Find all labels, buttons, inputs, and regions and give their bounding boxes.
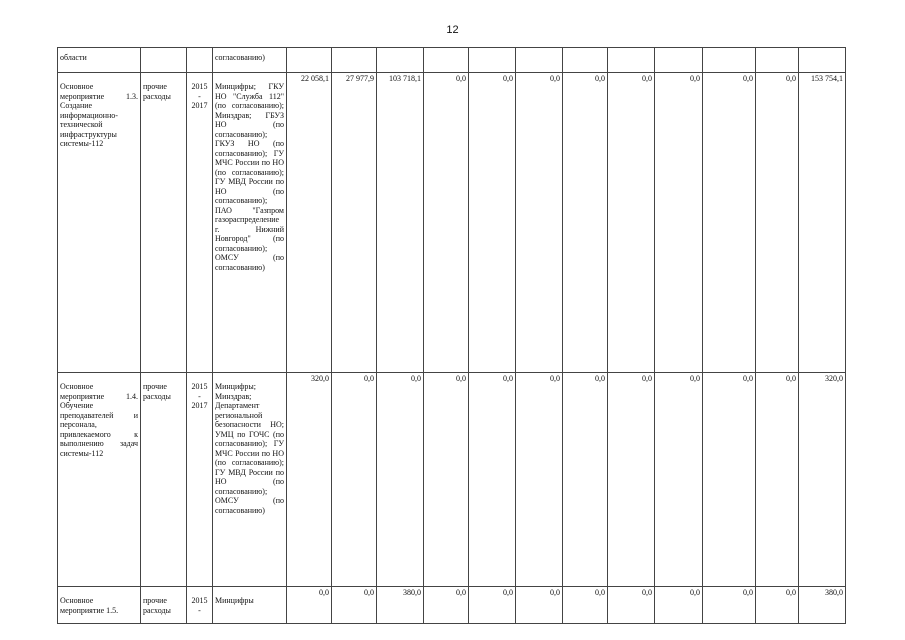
event-name-cell: области bbox=[58, 48, 141, 73]
amount-cell: 0,0 bbox=[469, 73, 516, 373]
amount-cell: 103 718,1 bbox=[377, 73, 424, 373]
amount-cell: 0,0 bbox=[655, 587, 703, 624]
amount-cell: 380,0 bbox=[799, 587, 846, 624]
program-budget-table bbox=[57, 47, 846, 624]
table-row bbox=[58, 587, 846, 624]
expense-type-cell: прочие расходы bbox=[141, 73, 187, 373]
amount-cell: 0,0 bbox=[469, 373, 516, 587]
event-name-cell: Основное мероприятие 1.3. Создание информационно-технической инфраструктуры системы-112 bbox=[58, 73, 141, 373]
amount-cell: 0,0 bbox=[608, 73, 655, 373]
period-cell: 2015 - bbox=[187, 587, 213, 624]
amount-cell: 0,0 bbox=[287, 587, 332, 624]
amount-cell: 380,0 bbox=[377, 587, 424, 624]
table-row bbox=[58, 373, 846, 587]
executors-cell: Минцифры bbox=[213, 587, 287, 624]
amount-cell: 0,0 bbox=[703, 73, 756, 373]
amount-cell: 0,0 bbox=[516, 373, 563, 587]
executors-cell: согласованию) bbox=[213, 48, 287, 73]
executors-cell: Минцифры; Минздрав; Департамент региональной безопасности НО; УМЦ по ГОЧС (по согласованию); ГУ МЧС России по НО (по согласованию); ГУ МВД России по НО (по согласованию); ОМСУ (по согласованию) bbox=[213, 373, 287, 587]
amount-cell: 0,0 bbox=[332, 587, 377, 624]
expense-type-cell bbox=[141, 48, 187, 73]
event-name-cell: Основное мероприятие 1.5. bbox=[58, 587, 141, 624]
amount-cell: 22 058,1 bbox=[287, 73, 332, 373]
period-cell: 2015 - 2017 bbox=[187, 373, 213, 587]
amount-cell: 0,0 bbox=[377, 373, 424, 587]
amount-cell bbox=[377, 48, 424, 73]
amount-cell bbox=[287, 48, 332, 73]
amount-cell: 0,0 bbox=[563, 73, 608, 373]
amount-cell bbox=[563, 48, 608, 73]
amount-cell: 0,0 bbox=[703, 373, 756, 587]
amount-cell: 0,0 bbox=[608, 587, 655, 624]
amount-cell: 0,0 bbox=[516, 587, 563, 624]
amount-cell: 0,0 bbox=[563, 587, 608, 624]
amount-cell bbox=[516, 48, 563, 73]
event-name-cell: Основное мероприятие 1.4. Обучение преподавателей и персонала, привлекаемого к выполнению задач системы-112 bbox=[58, 373, 141, 587]
amount-cell bbox=[332, 48, 377, 73]
amount-cell: 0,0 bbox=[563, 373, 608, 587]
amount-cell: 320,0 bbox=[799, 373, 846, 587]
period-cell: 2015 - 2017 bbox=[187, 73, 213, 373]
amount-cell: 0,0 bbox=[703, 587, 756, 624]
amount-cell: 0,0 bbox=[424, 73, 469, 373]
amount-cell: 0,0 bbox=[424, 373, 469, 587]
page-number: 12 bbox=[446, 24, 459, 36]
table-row bbox=[58, 48, 846, 73]
amount-cell: 0,0 bbox=[655, 373, 703, 587]
expense-type-cell: прочие расходы bbox=[141, 373, 187, 587]
amount-cell bbox=[469, 48, 516, 73]
amount-cell bbox=[424, 48, 469, 73]
amount-cell: 153 754,1 bbox=[799, 73, 846, 373]
amount-cell bbox=[703, 48, 756, 73]
executors-cell: Минцифры; ГКУ НО "Служба 112" (по согласованию); Минздрав; ГБУЗ НО (по согласованию); ГКУЗ НО (по согласованию); ГУ МЧС России по НО (по согласованию); ГУ МВД России по НО (по согласованию); ПАО "Газпром газораспределение г. Нижний Новгород" (по согласованию); ОМСУ (по согласованию) bbox=[213, 73, 287, 373]
amount-cell bbox=[799, 48, 846, 73]
amount-cell: 0,0 bbox=[424, 587, 469, 624]
amount-cell bbox=[608, 48, 655, 73]
amount-cell bbox=[655, 48, 703, 73]
amount-cell bbox=[756, 48, 799, 73]
amount-cell: 0,0 bbox=[332, 373, 377, 587]
amount-cell: 0,0 bbox=[756, 73, 799, 373]
amount-cell: 0,0 bbox=[516, 73, 563, 373]
amount-cell: 320,0 bbox=[287, 373, 332, 587]
amount-cell: 0,0 bbox=[756, 373, 799, 587]
amount-cell: 0,0 bbox=[655, 73, 703, 373]
period-cell bbox=[187, 48, 213, 73]
amount-cell: 0,0 bbox=[756, 587, 799, 624]
table-row bbox=[58, 73, 846, 373]
expense-type-cell: прочие расходы bbox=[141, 587, 187, 624]
amount-cell: 27 977,9 bbox=[332, 73, 377, 373]
amount-cell: 0,0 bbox=[469, 587, 516, 624]
amount-cell: 0,0 bbox=[608, 373, 655, 587]
